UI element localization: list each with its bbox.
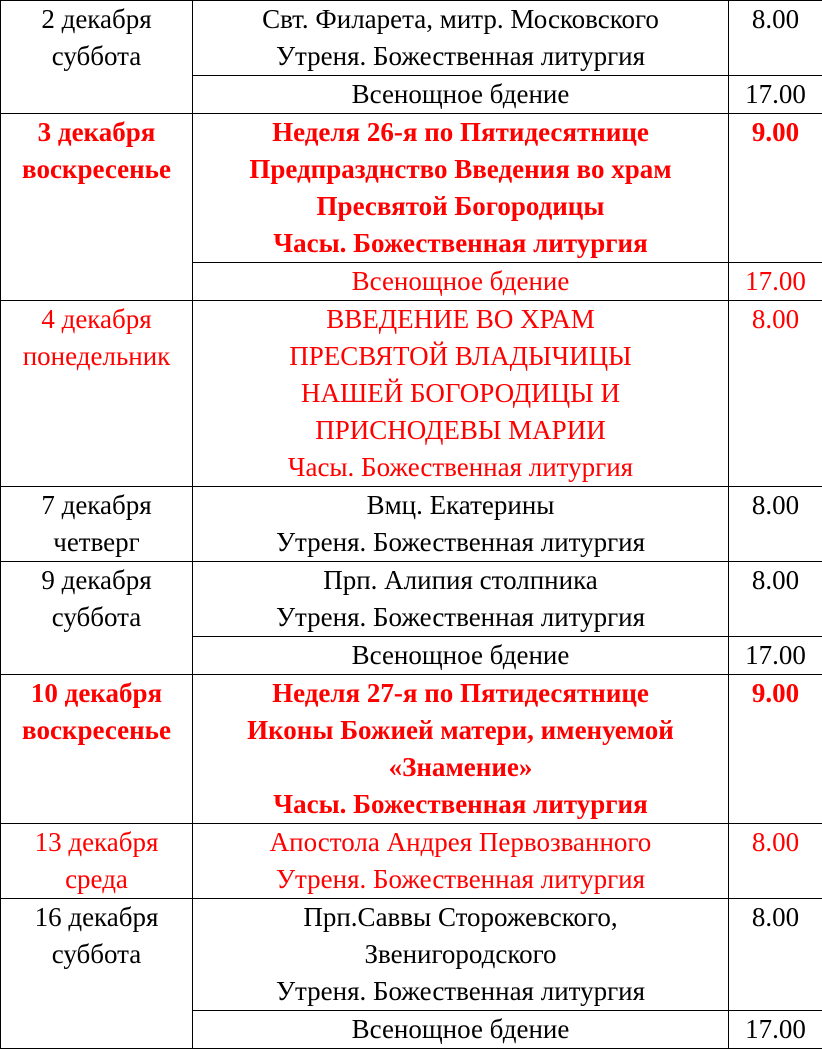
event-cell (193, 114, 729, 263)
time-cell: 8.00 (729, 487, 822, 562)
event-line: Прп. Алипия столпника (196, 562, 725, 599)
vigil-label: Всенощное бдение (193, 76, 729, 114)
date-cell (1, 301, 193, 487)
event-line: Неделя 27-я по Пятидесятнице (196, 675, 725, 712)
time-cell: 8.00 (729, 899, 822, 1011)
event-line: Предпразднство Введения во храм (196, 151, 725, 188)
event-line: Утреня. Божественная литургия (196, 38, 725, 75)
vigil-label: Всенощное бдение (193, 637, 729, 675)
event-line: Апостола Андрея Первозванного (196, 824, 725, 861)
event-cell (193, 899, 729, 1011)
schedule-row (1, 1, 822, 76)
date-cell (1, 1, 193, 114)
event-cell (193, 675, 729, 824)
date-cell (1, 824, 193, 899)
schedule-row (1, 675, 822, 824)
weekday-label: четверг (4, 524, 189, 561)
vigil-time: 17.00 (729, 263, 822, 301)
event-cell (193, 562, 729, 637)
event-line: НАШЕЙ БОГОРОДИЦЫ И (196, 375, 725, 412)
event-line: ПРИСНОДЕВЫ МАРИИ (196, 412, 725, 449)
schedule-row (1, 114, 822, 263)
event-line: Пресвятой Богородицы (196, 188, 725, 225)
vigil-time: 17.00 (729, 1011, 822, 1049)
event-line: Утреня. Божественная литургия (196, 599, 725, 636)
weekday-label: воскресенье (4, 712, 189, 749)
event-line: Часы. Божественная литургия (196, 449, 725, 486)
event-line: Неделя 26-я по Пятидесятнице (196, 114, 725, 151)
vigil-label: Всенощное бдение (193, 1011, 729, 1049)
schedule-row (1, 301, 822, 487)
time-cell: 9.00 (729, 675, 822, 824)
event-line: «Знамение» (196, 749, 725, 786)
date-label: 9 декабря (4, 562, 189, 599)
date-label: 3 декабря (4, 114, 189, 151)
schedule-body (1, 1, 822, 1049)
event-line: Часы. Божественная литургия (196, 786, 725, 823)
schedule-row (1, 562, 822, 637)
vigil-time: 17.00 (729, 637, 822, 675)
time-cell: 8.00 (729, 562, 822, 637)
time-cell: 8.00 (729, 301, 822, 487)
event-line: Утреня. Божественная литургия (196, 973, 725, 1010)
weekday-label: воскресенье (4, 151, 189, 188)
date-cell (1, 487, 193, 562)
date-cell (1, 562, 193, 675)
event-cell (193, 1, 729, 76)
event-line: Прп.Саввы Сторожевского, (196, 899, 725, 936)
event-line: Свт. Филарета, митр. Московского (196, 1, 725, 38)
date-label: 16 декабря (4, 899, 189, 936)
date-cell (1, 675, 193, 824)
weekday-label: понедельник (4, 338, 189, 375)
event-line: Иконы Божией матери, именуемой (196, 712, 725, 749)
schedule-row (1, 899, 822, 1011)
date-label: 13 декабря (4, 824, 189, 861)
time-cell: 8.00 (729, 824, 822, 899)
event-line: ВВЕДЕНИЕ ВО ХРАМ (196, 301, 725, 338)
event-line: Утреня. Божественная литургия (196, 524, 725, 561)
event-line: ПРЕСВЯТОЙ ВЛАДЫЧИЦЫ (196, 338, 725, 375)
date-label: 2 декабря (4, 1, 189, 38)
time-cell: 9.00 (729, 114, 822, 263)
vigil-label: Всенощное бдение (193, 263, 729, 301)
weekday-label: суббота (4, 599, 189, 636)
event-line: Звенигородского (196, 936, 725, 973)
date-cell (1, 899, 193, 1049)
event-cell (193, 487, 729, 562)
date-cell (1, 114, 193, 301)
event-cell (193, 301, 729, 487)
date-label: 7 декабря (4, 487, 189, 524)
vigil-time: 17.00 (729, 76, 822, 114)
schedule-row (1, 487, 822, 562)
time-cell: 8.00 (729, 1, 822, 76)
weekday-label: суббота (4, 38, 189, 75)
schedule-row (1, 824, 822, 899)
date-label: 10 декабря (4, 675, 189, 712)
event-cell (193, 824, 729, 899)
weekday-label: среда (4, 861, 189, 898)
event-line: Вмц. Екатерины (196, 487, 725, 524)
weekday-label: суббота (4, 936, 189, 973)
date-label: 4 декабря (4, 301, 189, 338)
event-line: Утреня. Божественная литургия (196, 861, 725, 898)
event-line: Часы. Божественная литургия (196, 225, 725, 262)
